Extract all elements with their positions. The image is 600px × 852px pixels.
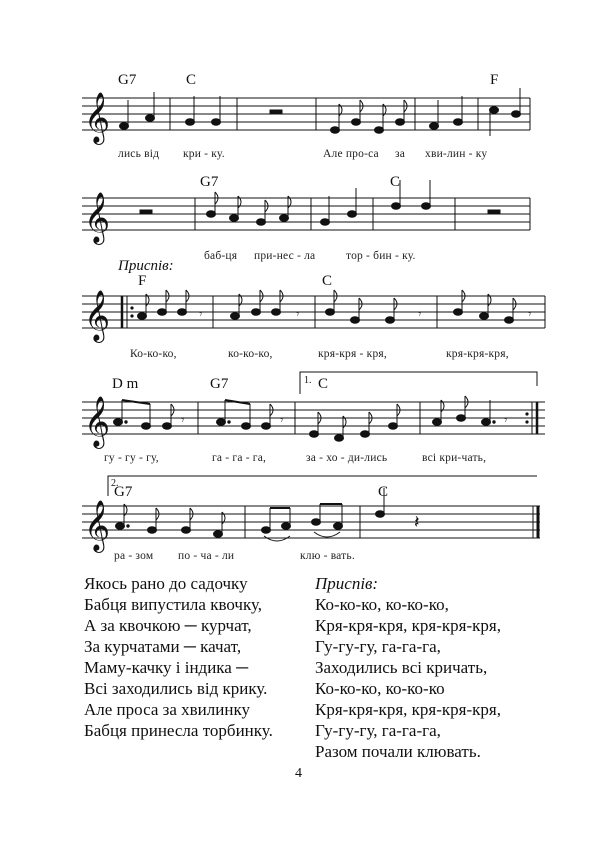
chorus-line: Гу-гу-гу, га-га-га, [315, 721, 441, 740]
chord-label: C [186, 72, 197, 88]
lyric-syllable: при-нес - ла [254, 250, 316, 262]
chorus-line: Гу-гу-гу, га-га-га, [315, 637, 441, 656]
chord-label: C [390, 174, 401, 190]
staff-system-5 [0, 470, 600, 580]
chord-label: C [318, 376, 329, 392]
svg-text:𝄞: 𝄞 [84, 92, 111, 143]
chorus-text [315, 573, 501, 762]
lyric-syllable: ко-ко-ко, [228, 348, 273, 360]
lyric-syllable: лись від [118, 148, 160, 160]
verse-text [84, 573, 273, 741]
page-number: 4 [295, 766, 302, 781]
volta-label: 1. [304, 375, 312, 386]
svg-text:𝄾: 𝄾 [199, 306, 203, 321]
lyric-syllable: кря-кря-кря, [446, 348, 509, 360]
lyric-syllable: по - ча - ли [178, 550, 235, 562]
chord-label: D m [112, 376, 139, 392]
staff-system-3 [0, 256, 600, 366]
svg-text:𝄾: 𝄾 [296, 306, 300, 321]
verse-line: Але проса за хвилинку [84, 700, 250, 719]
svg-text:𝄞: 𝄞 [84, 290, 111, 341]
chorus-line: Ко-ко-ко, ко-ко-ко, [315, 595, 449, 614]
chord-label: G7 [114, 484, 133, 500]
volta-label: 2. [111, 478, 119, 489]
lyric-syllable: хви-лин - ку [425, 148, 488, 160]
chorus-line: Разом почали клювать. [315, 742, 481, 761]
lyric-syllable: за [395, 148, 406, 160]
verse-line: Якось рано до садочку [84, 574, 248, 593]
svg-text:𝄞: 𝄞 [84, 500, 111, 551]
verse-line: Всі заходились від крику. [84, 679, 268, 698]
staff-1 [0, 70, 600, 180]
chorus-title: Приспів: [315, 574, 379, 593]
chorus-line: Ко-ко-ко, ко-ко-ко [315, 679, 445, 698]
lyric-syllable: кря-кря - кря, [318, 348, 387, 360]
staff-system-4 [0, 362, 600, 472]
verse-line: Бабця випустила квочку, [84, 595, 263, 614]
lyric-syllable: ра - зом [114, 550, 154, 562]
chord-label: F [138, 273, 147, 289]
svg-text:𝄾: 𝄾 [280, 412, 284, 427]
chord-label: G7 [118, 72, 137, 88]
chorus-line: Кря-кря-кря, кря-кря-кря, [315, 616, 501, 635]
chord-label: C [378, 484, 389, 500]
svg-text:𝄾: 𝄾 [528, 306, 532, 321]
svg-text:𝄾: 𝄾 [181, 412, 185, 427]
svg-text:𝄽: 𝄽 [414, 512, 420, 532]
lyric-syllable: Ко-ко-ко, [130, 348, 177, 360]
lyric-syllable: всі кри-чать, [422, 452, 487, 464]
svg-text:𝄾: 𝄾 [418, 306, 422, 321]
svg-text:𝄾: 𝄾 [504, 412, 508, 427]
verse-line: Бабця принесла торбинку. [84, 721, 273, 740]
lyric-syllable: гу - гу - гу, [104, 452, 159, 464]
chord-label: G7 [210, 376, 229, 392]
chord-label: F [490, 72, 499, 88]
svg-text:𝄞: 𝄞 [84, 192, 111, 243]
lyric-syllable: Але про-са [323, 148, 379, 160]
svg-text:𝄞: 𝄞 [84, 396, 111, 447]
lyric-syllable: за - хо - ди-лись [306, 452, 388, 464]
chord-label: G7 [200, 174, 219, 190]
lyric-syllable: га - га - га, [212, 452, 267, 464]
lyric-syllable: тор - бин - ку. [346, 250, 416, 262]
staff-3 [0, 256, 600, 366]
lyric-syllable: кри - ку. [183, 148, 225, 160]
staff-4 [0, 362, 600, 472]
staff-system-1 [0, 70, 600, 180]
chorus-line: Кря-кря-кря, кря-кря-кря, [315, 700, 501, 719]
lyric-syllable: клю - вать. [300, 550, 355, 562]
verse-line: За курчатами ─ качат, [84, 637, 242, 656]
staff-5 [0, 470, 600, 580]
verse-line: А за квочкою ─ курчат, [84, 616, 252, 635]
lyric-syllable: баб-ця [204, 250, 238, 262]
chord-label: C [322, 273, 333, 289]
verse-line: Маму-качку і індика ─ [84, 658, 249, 677]
chorus-line: Заходились всі кричать, [315, 658, 488, 677]
chorus-label: Приспів: [118, 258, 174, 274]
